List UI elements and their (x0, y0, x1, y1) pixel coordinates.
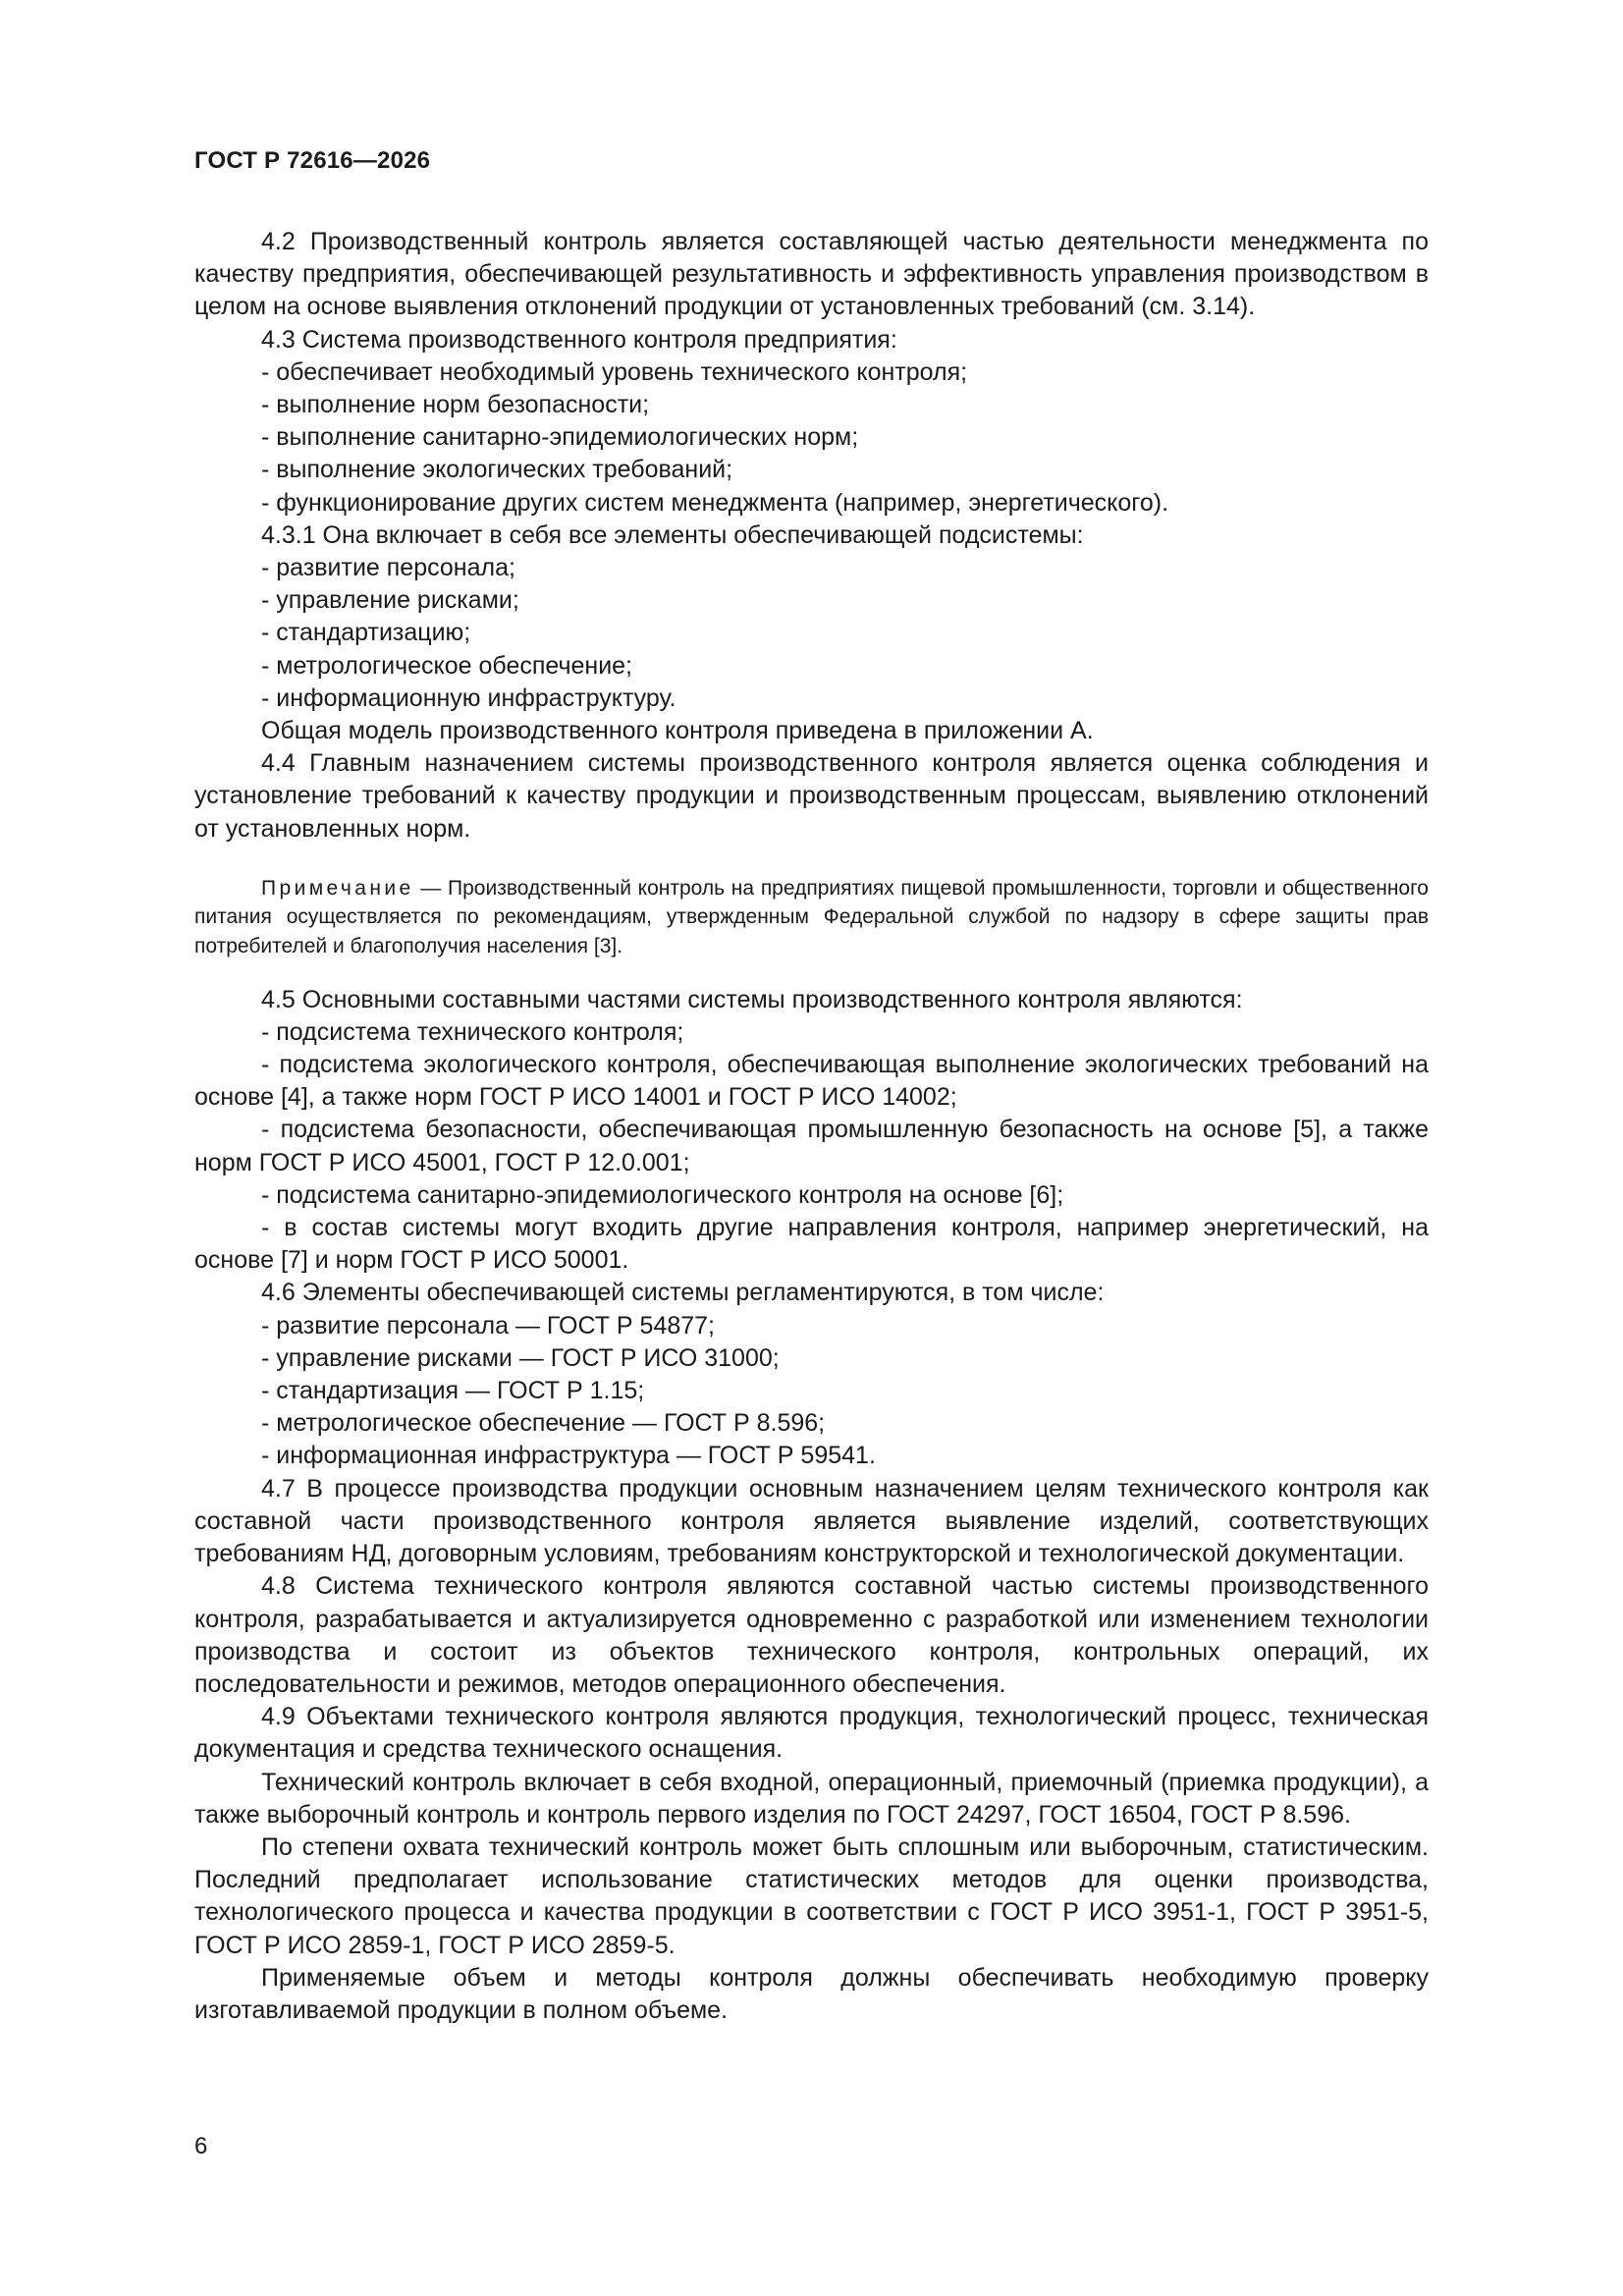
list-item: - стандартизация — ГОСТ Р 1.15; (261, 1377, 645, 1405)
list-item: - обеспечивает необходимый уровень технического контроля; (261, 357, 968, 386)
paragraph: 4.3.1 Она включает в себя все элементы обеспечивающей подсистемы: (261, 520, 1084, 549)
paragraph: - подсистема санитарно-эпидемиологического контроля на основе [6]; (261, 1180, 1064, 1209)
list-item: - стандартизацию; (261, 619, 471, 647)
paragraph: 4.8 Система технического контроля являются составной частью системы производственного контроля, разрабатывается и актуализируется одновременно с разработкой или изменением технологии производства и состоит из объектов технического контроля, контрольных операций, их последовательности и режимов, методов операционного обеспечения. (194, 1572, 1429, 1698)
page-number: 6 (194, 2133, 208, 2159)
list-item: - управление рисками; (261, 586, 519, 615)
list-item: - метрологическое обеспечение; (261, 651, 633, 680)
list-item: - выполнение норм безопасности; (261, 391, 650, 419)
paragraph: Технический контроль включает в себя входной, операционный, приемочный (приемка продукции), а также выборочный контроль и контроль первого изделия по ГОСТ 24297, ГОСТ 16504, ГОСТ Р 8.596. (194, 1768, 1429, 1829)
document-header: ГОСТ Р 72616—2026 (194, 147, 431, 174)
paragraph: 4.5 Основными составными частями системы производственного контроля являются: (261, 985, 1243, 1013)
list-item: - развитие персонала; (261, 554, 515, 582)
paragraph: По степени охвата технический контроль может быть сплошным или выборочным, статистическим. Последний предполагает использование статистических методов для оценки производства, технологического процесса и качества продукции в соответствии с ГОСТ Р ИСО 3951-1, ГОСТ Р 3951-5, ГОСТ Р ИСО 2859-1, ГОСТ Р ИСО 2859-5. (194, 1832, 1429, 1959)
paragraph: - в состав системы могут входить другие направления контроля, например энергетический, на основе [7] и норм ГОСТ Р ИСО 50001. (194, 1214, 1429, 1275)
list-item: - функционирование других систем менеджмента (например, энергетического). (261, 488, 1169, 517)
list-item: - выполнение экологических требований; (261, 456, 733, 484)
list-item: - метрологическое обеспечение — ГОСТ Р 8.596; (261, 1409, 826, 1438)
paragraph: - подсистема безопасности, обеспечивающая промышленную безопасность на основе [5], а также норм ГОСТ Р ИСО 45001, ГОСТ Р 12.0.001; (194, 1116, 1429, 1176)
paragraph: 4.2 Производственный контроль является составляющей частью деятельности менеджмента по качеству предприятия, обеспечивающей результативность и эффективность управления производством в целом на основе выявления отклонений продукции от установленных требований (см. 3.14). (194, 228, 1429, 321)
paragraph: 4.3 Система производственного контроля предприятия: (261, 325, 897, 354)
list-item: - выполнение санитарно-эпидемиологических норм; (261, 423, 859, 452)
list-item: - управление рисками — ГОСТ Р ИСО 31000; (261, 1343, 780, 1372)
paragraph: Общая модель производственного контроля приведена в приложении А. (261, 717, 1094, 745)
note-paragraph (194, 874, 1429, 961)
note-text: — Производственный контроль на предприятиях пищевой промышленности, торговли и общественного питания осуществляется по рекомендациям, утвержденным Федеральной службой по надзору в сфере защиты прав потребителей и благополучия населения [3]. (194, 876, 1429, 958)
paragraph: - подсистема технического контроля; (261, 1017, 684, 1046)
list-item: - информационную инфраструктуру. (261, 683, 676, 712)
list-item: - информационная инфраструктура — ГОСТ Р 59541. (261, 1442, 876, 1470)
paragraph: 4.9 Объектами технического контроля являются продукция, технологический процесс, техническая документация и средства технического оснащения. (194, 1703, 1429, 1764)
list-item: - развитие персонала — ГОСТ Р 54877; (261, 1311, 715, 1339)
paragraph: Применяемые объем и методы контроля должны обеспечивать необходимую проверку изготавливаемой продукции в полном объеме. (194, 1963, 1429, 2024)
paragraph: 4.6 Элементы обеспечивающей системы регламентируются, в том числе: (261, 1279, 1105, 1307)
document-body (194, 226, 1429, 2027)
note-label: Примечание (261, 876, 414, 900)
paragraph: 4.4 Главным назначением системы производственного контроля является оценка соблюдения и установление требований к качеству продукции и производственным процессам, выявлению отклонений от установленных норм. (194, 749, 1429, 843)
paragraph: - подсистема экологического контроля, обеспечивающая выполнение экологических требований на основе [4], а также норм ГОСТ Р ИСО 14001 и ГОСТ Р ИСО 14002; (194, 1051, 1429, 1112)
paragraph: 4.7 В процессе производства продукции основным назначением целям технического контроля как составной части производственного контроля является выявление изделий, соответствующих требованиям НД, договорным условиям, требованиям конструкторской и технологической документации. (194, 1474, 1429, 1568)
